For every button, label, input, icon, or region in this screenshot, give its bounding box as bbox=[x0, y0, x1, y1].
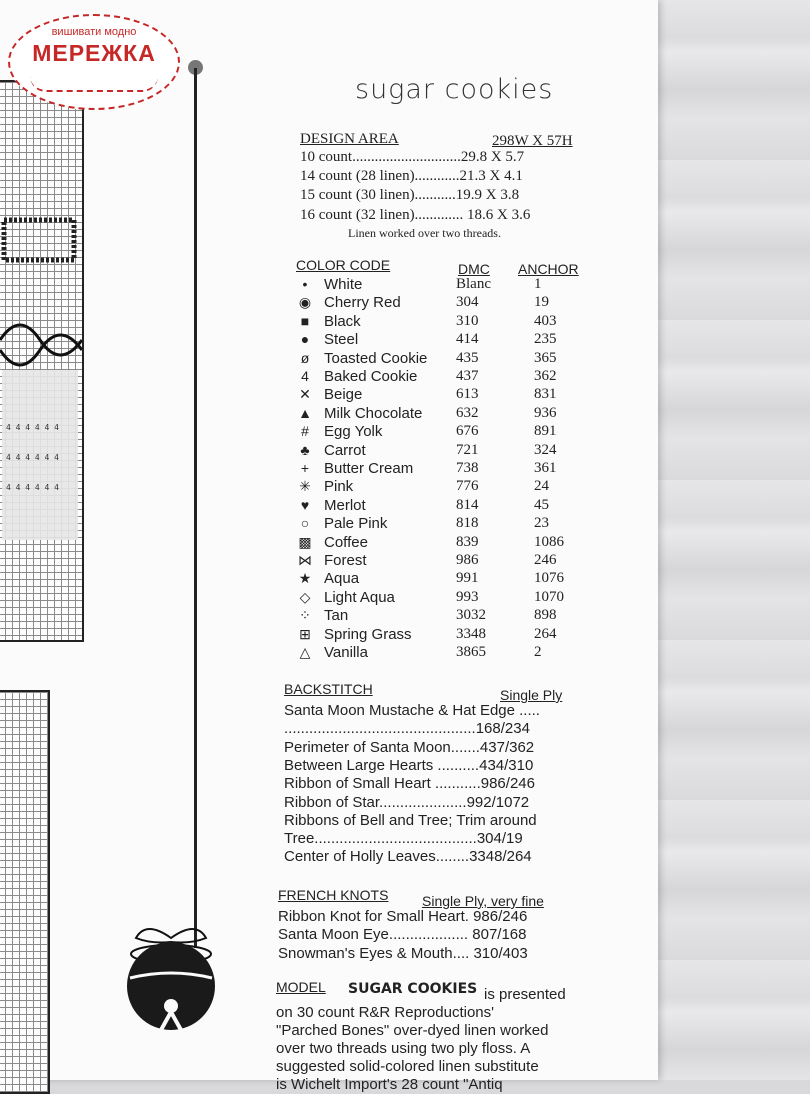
dmc-number: 304 bbox=[456, 294, 479, 311]
dmc-number: 776 bbox=[456, 478, 479, 495]
design-area-row: 10 count.............................29.8 X 5.7 bbox=[300, 149, 525, 165]
dmc-number: 721 bbox=[456, 441, 479, 458]
anchor-number: 361 bbox=[534, 460, 557, 476]
stitch-pattern bbox=[0, 200, 82, 580]
dmc-number: 632 bbox=[456, 404, 479, 421]
color-name: Pale Pink bbox=[324, 515, 388, 533]
stitch-symbol-icon: ⁘ bbox=[299, 607, 311, 624]
color-row bbox=[296, 570, 596, 588]
stitch-symbol-icon: ◉ bbox=[298, 294, 312, 311]
french-knot-line: Santa Moon Eye................... 807/168 bbox=[278, 926, 527, 944]
color-row bbox=[296, 552, 596, 570]
stitch-symbol-icon: ◇ bbox=[299, 588, 311, 605]
color-name: Light Aqua bbox=[324, 588, 395, 606]
pattern-title: sugar cookies bbox=[355, 74, 554, 105]
color-name: Milk Chocolate bbox=[324, 404, 423, 422]
anchor-number: 19 bbox=[534, 294, 549, 311]
anchor-number: 264 bbox=[534, 625, 557, 642]
dmc-number: 993 bbox=[456, 588, 479, 605]
color-row bbox=[296, 478, 596, 496]
dmc-number: 3032 bbox=[456, 607, 486, 624]
dmc-number: 435 bbox=[456, 349, 479, 366]
anchor-number: 2 bbox=[534, 644, 542, 660]
dmc-number: Blanc bbox=[456, 276, 491, 292]
stitch-symbol-icon: ✕ bbox=[299, 386, 311, 403]
color-name: Forest bbox=[324, 552, 367, 569]
stitch-grid-bottom bbox=[0, 690, 50, 1094]
stitch-symbol-icon: ø bbox=[300, 349, 310, 366]
color-row bbox=[296, 534, 596, 552]
anchor-number: 1086 bbox=[534, 533, 564, 550]
design-area-size: 298W X 57H bbox=[492, 133, 573, 149]
model-line: "Parched Bones" over-dyed linen worked bbox=[276, 1022, 549, 1039]
backstitch-line: Perimeter of Santa Moon.......437/362 bbox=[284, 738, 535, 756]
dmc-number: 986 bbox=[456, 552, 479, 568]
svg-text:4 4 4 4 4 4: 4 4 4 4 4 4 bbox=[6, 453, 59, 462]
stitch-symbol-icon: ⋈ bbox=[298, 552, 312, 568]
model-header: MODEL bbox=[276, 979, 326, 995]
color-name: Baked Cookie bbox=[324, 368, 418, 385]
color-code-header: COLOR CODE bbox=[296, 257, 391, 273]
color-row bbox=[296, 386, 596, 404]
thread-icon bbox=[30, 76, 158, 92]
anchor-number: 362 bbox=[534, 368, 557, 384]
color-row bbox=[296, 294, 596, 312]
anchor-number: 936 bbox=[534, 404, 557, 421]
color-name: Cherry Red bbox=[324, 294, 401, 312]
dmc-number: 414 bbox=[456, 331, 479, 348]
stitch-symbol-icon: ■ bbox=[300, 312, 310, 329]
color-name: Steel bbox=[324, 331, 359, 349]
dmc-number: 310 bbox=[456, 312, 479, 329]
dmc-number: 676 bbox=[456, 423, 479, 440]
stitch-symbol-icon: ● bbox=[300, 331, 310, 348]
backstitch-line: Ribbon of Star.....................992/1072 bbox=[284, 793, 530, 811]
design-area-row: 15 count (30 linen)...........19.9 X 3.8 bbox=[300, 187, 520, 203]
stitch-symbol-icon: △ bbox=[299, 644, 311, 660]
model-first-line: is presented bbox=[484, 986, 566, 1003]
color-name: Aqua bbox=[324, 570, 360, 588]
color-row bbox=[296, 276, 596, 294]
color-name: Carrot bbox=[324, 441, 366, 459]
svg-text:4 4 4 4 4 4: 4 4 4 4 4 4 bbox=[6, 423, 59, 432]
color-name: Beige bbox=[324, 386, 363, 404]
color-name: Black bbox=[324, 312, 361, 330]
color-name: Merlot bbox=[324, 496, 366, 514]
anchor-number: 898 bbox=[534, 607, 557, 624]
design-area-label: DESIGN AREA bbox=[300, 131, 399, 147]
color-row bbox=[296, 423, 596, 441]
stitch-symbol-icon: # bbox=[301, 423, 309, 440]
color-row bbox=[296, 497, 596, 515]
stitch-symbol-icon: • bbox=[302, 276, 308, 292]
color-name: Butter Cream bbox=[324, 460, 414, 477]
color-name: Egg Yolk bbox=[324, 423, 383, 441]
stitch-symbol-icon: + bbox=[300, 460, 310, 476]
dmc-number: 738 bbox=[456, 460, 479, 476]
anchor-number: 246 bbox=[534, 552, 557, 568]
design-area-row: 14 count (28 linen)............21.3 X 4.1 bbox=[300, 168, 523, 184]
color-name: Coffee bbox=[324, 533, 368, 551]
svg-text:4 4 4 4 4 4: 4 4 4 4 4 4 bbox=[6, 483, 59, 492]
stitch-symbol-icon: ★ bbox=[298, 570, 312, 587]
backstitch-line: ..............................................168/234 bbox=[284, 720, 530, 738]
color-row bbox=[296, 626, 596, 644]
backstitch-line: Between Large Hearts ..........434/310 bbox=[284, 756, 534, 774]
color-row bbox=[296, 350, 596, 368]
anchor-number: 1076 bbox=[534, 570, 564, 587]
color-row bbox=[296, 442, 596, 460]
stitch-symbol-icon: ♣ bbox=[300, 441, 310, 458]
logo-brand: МЕРЕЖКА bbox=[32, 40, 156, 66]
color-name: Vanilla bbox=[324, 644, 368, 661]
anchor-number: 235 bbox=[534, 331, 557, 348]
french-knots-ply: Single Ply, very fine bbox=[422, 893, 544, 909]
stitch-symbol-icon: ○ bbox=[300, 515, 310, 532]
anchor-number: 23 bbox=[534, 515, 549, 532]
design-area-row: 16 count (32 linen)............. 18.6 X 3.6 bbox=[300, 207, 531, 223]
dmc-number: 3865 bbox=[456, 644, 486, 660]
color-row bbox=[296, 460, 596, 478]
design-area-note: Linen worked over two threads. bbox=[348, 226, 501, 240]
color-row bbox=[296, 405, 596, 423]
backstitch-line: Center of Holly Leaves........3348/264 bbox=[284, 848, 532, 866]
color-row bbox=[296, 368, 596, 386]
color-row bbox=[296, 589, 596, 607]
color-name: Spring Grass bbox=[324, 625, 412, 643]
color-name: White bbox=[324, 276, 363, 293]
hanging-rod bbox=[194, 68, 197, 948]
wood-background bbox=[640, 0, 810, 1080]
dmc-number: 818 bbox=[456, 515, 479, 532]
stitch-symbol-icon: ▩ bbox=[298, 533, 312, 550]
color-row bbox=[296, 607, 596, 625]
model-name: SUGAR COOKIES bbox=[348, 981, 478, 997]
model-line: on 30 count R&R Reproductions' bbox=[276, 1004, 494, 1021]
stitch-symbol-icon: ♥ bbox=[300, 496, 310, 513]
color-row bbox=[296, 313, 596, 331]
anchor-number: 403 bbox=[534, 312, 557, 329]
backstitch-line: Santa Moon Mustache & Hat Edge ..... bbox=[284, 702, 540, 719]
backstitch-line: Ribbons of Bell and Tree; Trim around bbox=[284, 811, 537, 829]
stitch-symbol-icon: ▲ bbox=[298, 404, 312, 421]
anchor-number: 1070 bbox=[534, 588, 564, 605]
anchor-number: 891 bbox=[534, 423, 557, 440]
model-line: over two threads using two ply floss. A bbox=[276, 1040, 531, 1057]
color-name: Pink bbox=[324, 478, 354, 496]
color-row bbox=[296, 644, 596, 662]
jingle-bell-icon bbox=[116, 920, 226, 1030]
color-name: Tan bbox=[324, 607, 349, 625]
dmc-number: 991 bbox=[456, 570, 479, 587]
anchor-number: 324 bbox=[534, 441, 557, 458]
dmc-number: 437 bbox=[456, 368, 479, 384]
dmc-number: 613 bbox=[456, 386, 479, 403]
color-row bbox=[296, 515, 596, 533]
color-row bbox=[296, 331, 596, 349]
stitch-symbol-icon: ✳ bbox=[299, 478, 311, 495]
anchor-header: ANCHOR bbox=[518, 261, 579, 277]
dmc-number: 839 bbox=[456, 533, 479, 550]
backstitch-line: Tree.......................................304/19 bbox=[284, 830, 523, 848]
anchor-number: 1 bbox=[534, 276, 542, 292]
french-knot-line: Ribbon Knot for Small Heart. 986/246 bbox=[278, 908, 528, 925]
anchor-number: 45 bbox=[534, 496, 549, 513]
brand-logo bbox=[8, 14, 180, 110]
backstitch-header: BACKSTITCH bbox=[284, 681, 373, 697]
model-line: is Wichelt Import's 28 count "Antiq bbox=[276, 1076, 503, 1093]
anchor-number: 365 bbox=[534, 349, 557, 366]
anchor-number: 831 bbox=[534, 386, 557, 403]
logo-tagline: вишивати модно bbox=[51, 26, 137, 38]
stitch-symbol-icon: ⊞ bbox=[299, 625, 311, 642]
model-line: suggested solid-colored linen substitute bbox=[276, 1058, 539, 1075]
backstitch-ply: Single Ply bbox=[500, 687, 563, 703]
anchor-number: 24 bbox=[534, 478, 549, 495]
dmc-number: 3348 bbox=[456, 625, 486, 642]
dmc-header: DMC bbox=[458, 261, 490, 277]
backstitch-line: Ribbon of Small Heart ...........986/246 bbox=[284, 775, 535, 793]
color-name: Toasted Cookie bbox=[324, 349, 428, 367]
french-knots-header: FRENCH KNOTS bbox=[278, 887, 389, 903]
french-knot-line: Snowman's Eyes & Mouth.... 310/403 bbox=[278, 944, 528, 962]
stitch-symbol-icon: 4 bbox=[301, 368, 309, 384]
dmc-number: 814 bbox=[456, 496, 479, 513]
